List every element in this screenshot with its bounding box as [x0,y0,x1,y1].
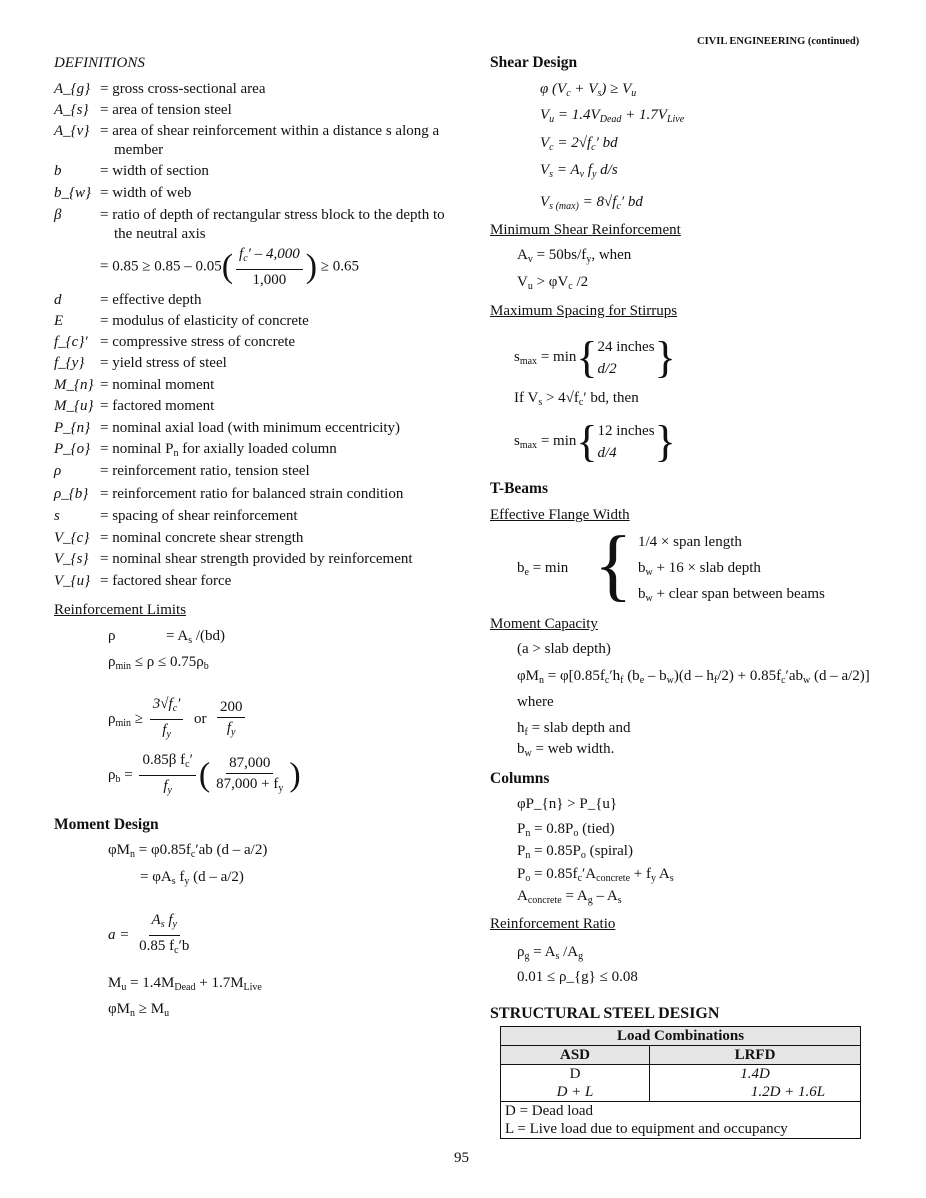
definition-symbol: b_{w} [54,185,92,201]
rho-min-formula [108,694,248,745]
definition-symbol: f_{y} [54,355,85,371]
max-spacing-title: Maximum Spacing for Stirrups [490,303,678,319]
cell: D + L [501,1083,650,1102]
definition-symbol: E [54,313,64,329]
rho-lhs: ρ [108,628,116,644]
beta-denominator: 1,000 [252,272,287,288]
option: d/2 [597,361,617,377]
be-option: 1/4 × span length [638,534,742,550]
reinforcement-limits-title: Reinforcement Limits [54,602,187,618]
definitions-title: DEFINITIONS [54,55,145,71]
smax-lhs: $s_{max} = \min$ [514,433,577,452]
table-row [501,1083,861,1102]
definition-text: = reinforcement ratio for balanced strain condition [100,486,404,502]
table-title: Load Combinations [501,1027,861,1046]
shear-equation: $V_u = 1.4V_{Dead} + 1.7V_{Live}$ [540,107,685,125]
t-beams-title: T-Beams [490,480,548,497]
definition-text: = modulus of elasticity of concrete [100,313,309,329]
definition-symbol: f_{c}′ [54,334,88,350]
table-notes [501,1102,861,1139]
smax-formula-1: $s_{max} = \min${ 24 inches d/2 } [514,333,676,382]
flange-width-title: Effective Flange Width [490,507,630,523]
beta-pre: = 0.85 ≥ 0.85 – 0.05 [100,258,222,275]
columns-line: φP_{n} > P_{u} [517,796,618,812]
definition-text: = area of shear reinforcement within a distance s along a [100,123,440,139]
definition-text: = area of tension steel [100,102,232,118]
den: $f_y$ [163,778,172,796]
page-number: 95 [454,1150,469,1166]
num: 200 [217,697,246,718]
den: $f_y$ [226,719,236,738]
running-header: CIVIL ENGINEERING (continued) [697,36,860,47]
definition-continued: the neutral axis [114,226,206,242]
rho-b-lhs: $\rho_b$ = [108,766,133,785]
definition-text: = reinforcement ratio, tension steel [100,463,310,479]
definition-text: = yield stress of steel [100,355,227,371]
reinforcement-ratio-title: Reinforcement Ratio [490,916,616,932]
definition-symbol: s [54,508,60,524]
steel-title: STRUCTURAL STEEL DESIGN [490,1005,720,1022]
note: L = Live load due to equipment and occupancy [505,1121,788,1137]
moment-eq2: = $\varphi A_s$ $f_y$ (d – a/2) [140,869,244,887]
beta-formula: = 0.85 ≥ 0.85 – 0.05( $\frac{f_c' - 4,000}{1,000}$ ) ≥ 0.65 [100,246,359,288]
reinforcement-ratio-line: $\rho_g = A_s$ $/A_g$ [517,944,584,962]
definition-text: = nominal $P_n$ for axially loaded column [100,441,337,459]
moment-eq3: $M_u = 1.4M_{Dead} + 1.7M_{Live}$ [108,975,262,993]
definition-symbol: M_{n} [54,377,94,393]
shear-equation: $V_{s (max)} = 8√f_c'$ bd [540,194,643,212]
columns-title: Columns [490,770,550,787]
load-combinations-table [500,1026,861,1139]
rho-rhs: = $A_s$ /(bd) [166,628,226,646]
a-lhs: a = [108,926,130,943]
definition-symbol: M_{u} [54,398,94,414]
rho-b-formula: $\rho_b$ = $\frac{0.85\beta f_c'}{f_y}$ ( $\frac{87,000}{87,000 + f_y}$ ) [108,750,301,801]
be-option: $b_w$ + clear span between beams [638,586,825,604]
definition-symbol: V_{c} [54,530,90,546]
beta-post: ≥ 0.65 [320,258,359,275]
moment-eq4: $\varphi M_n \ge M_u$ [108,1001,170,1019]
max-spacing-condition: If $V_s > 4√f_c'$ bd, then [514,390,639,408]
definition-symbol: A_{v} [54,123,90,139]
definition-text: = nominal concrete shear strength [100,530,304,546]
beta-numerator: $f_c' - 4,000$ [236,244,303,270]
num: $3√f_c'$ [150,694,184,720]
cell: 1.2D + 1.6L [650,1083,861,1102]
cell: 1.4D [650,1065,861,1084]
definition-symbol: V_{s} [54,551,89,567]
header-asd: ASD [501,1046,650,1065]
num: 0.85β $f_c'$ [139,750,195,776]
or-label: or [193,710,207,727]
note: D = Dead load [505,1103,594,1119]
option: 24 inches [597,339,655,355]
columns-line: $P_n = 0.85P_o$ (spiral) [517,843,633,861]
moment-capacity-line: $b_w$ = web width. [517,741,615,759]
brace: { [594,521,633,609]
definition-text: = factored shear force [100,573,232,589]
definition-symbol: P_{o} [54,441,91,457]
option: d/4 [597,445,617,461]
shear-design-title: Shear Design [490,54,578,71]
definition-text: = gross cross-sectional area [100,81,266,97]
definition-text: = effective depth [100,292,202,308]
a-formula [108,910,195,961]
definition-text: = ratio of depth of rectangular stress block to the depth to [100,207,445,223]
definition-symbol: b [54,163,62,179]
moment-eq1: $\varphi M_n = \varphi 0.85f_c'ab$ (d – a/2) [108,842,268,860]
definition-symbol: ρ [54,463,62,479]
smax-formula-2: $s_{max} = \min${ 12 inches d/4 } [514,417,676,466]
moment-capacity-line: $h_f$ = slab depth and [517,720,631,738]
definition-text: = nominal axial load (with minimum eccentricity) [100,420,401,436]
rho-range: $\rho_{min} \le \rho \le 0.75\rho_b$ [108,654,209,672]
moment-design-title: Moment Design [54,816,159,833]
definition-symbol: A_{g} [54,81,91,97]
num: $A_s$ $f_y$ [149,910,180,936]
definition-continued: member [114,142,164,158]
definition-text: = compressive stress of concrete [100,334,296,350]
moment-capacity-title: Moment Capacity [490,616,598,632]
definition-symbol: ρ_{b} [54,486,89,502]
moment-capacity-line: where [517,694,554,710]
shear-equation: φ $(V_c + V_s) \ge V_u$ [540,81,637,99]
rho-min-lhs: $\rho_{min}$ ≥ [108,710,144,729]
columns-line: $A_{concrete} = A_g - A_s$ [517,888,622,906]
min-shear-title: Minimum Shear Reinforcement [490,222,681,238]
table-row [501,1065,861,1084]
moment-capacity-line: $\varphi M_n = \varphi[0.85f_c'h_f$ $(b_e - b_w)(d - h_f/2) + 0.85f_c'ab_w$ (d – a/2)] [517,668,870,686]
definition-symbol: β [54,207,62,223]
definition-text: = nominal shear strength provided by reinforcement [100,551,413,567]
den: $87,000 + f_y$ [216,775,284,794]
be-lhs: $b_e = \min$ [517,560,569,578]
moment-capacity-line: (a > slab depth) [517,641,611,657]
columns-line: $P_o = 0.85f_c'A_{concrete} + f_y$ $A_s$ [517,866,674,884]
shear-equation: $V_s = A_v$ $f_y$ d/s [540,162,618,180]
den: $f_y$ [162,722,171,740]
num: 87,000 [226,753,273,774]
definition-text: = factored moment [100,398,215,414]
definition-text: = spacing of shear reinforcement [100,508,298,524]
definition-text: = nominal moment [100,377,215,393]
be-option: $b_w + 16$ × slab depth [638,560,761,578]
option: 12 inches [597,423,655,439]
den: 0.85 $f_c'b$ [139,938,190,956]
definition-symbol: d [54,292,62,308]
min-shear-eq2: $V_u > \varphi V_c$ /2 [517,274,589,292]
header-lrfd: LRFD [650,1046,861,1065]
definition-text: = width of web [100,185,192,201]
columns-line: $P_n = 0.8P_o$ (tied) [517,821,615,839]
cell: D [501,1065,650,1084]
definition-symbol: V_{u} [54,573,91,589]
smax-lhs: $s_{max} = \min$ [514,349,577,368]
definition-symbol: P_{n} [54,420,91,436]
reinforcement-ratio-line: 0.01 ≤ ρ_{g} ≤ 0.08 [517,969,638,985]
min-shear-eq1: $A_v = 50bs/f_y$, when [517,247,632,265]
definition-symbol: A_{s} [54,102,89,118]
shear-equation: $V_c = 2√f_c'$ bd [540,135,618,153]
definition-text: = width of section [100,163,209,179]
